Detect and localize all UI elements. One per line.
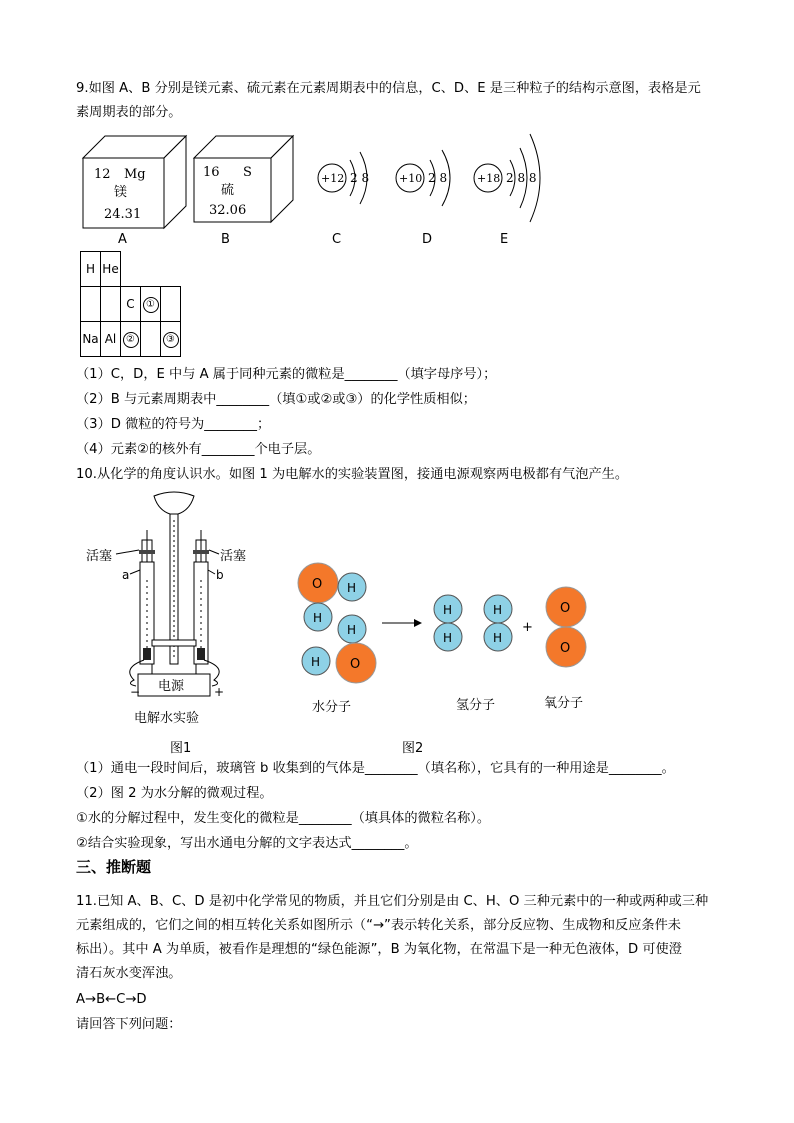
q10-intro: 10.从化学的角度认识水。如图 1 为电解水的实验装置图，接通电源观察两电极都有气泡产生。 <box>76 467 629 482</box>
fig1-caption: 图1 <box>170 741 192 756</box>
s-symbol: S <box>243 165 252 180</box>
q9-sub3: （3）D 微粒的符号为________； <box>76 417 271 432</box>
cell-marker-3 <box>161 322 181 357</box>
q11-prompt: 请回答下列问题： <box>76 1017 182 1032</box>
q11-line4: 清石灰水变浑浊。 <box>76 966 182 981</box>
q11-line3: 标出）。其中 A 为单质，被看作是理想的“绿色能源”，B 为氧化物，在常温下是一种无色液体，D 可使澄 <box>76 942 682 957</box>
q9-intro-line1: 9.如图 A、B 分别是镁元素、硫元素在元素周期表中的信息，C、D、E 是三种粒子的结构示意图，表格是元 <box>76 81 701 96</box>
cell-na: Na <box>81 322 101 357</box>
water-molecule-label: 水分子 <box>312 700 352 715</box>
svg-text:H: H <box>311 655 321 669</box>
left-valve-label: 活塞 <box>86 549 113 564</box>
mg-symbol: Mg <box>124 167 146 182</box>
q10-sub1: （1）通电一段时间后，玻璃管 b 收集到的气体是________（填名称），它具有的一种用途是________。 <box>76 761 675 776</box>
caption-a: A <box>118 232 127 247</box>
atom-c-nucleus: +12 <box>321 172 345 185</box>
experiment-title: 电解水实验 <box>134 711 200 726</box>
atom-e-shells: 2 8 8 <box>506 171 537 185</box>
svg-text:H: H <box>347 581 357 595</box>
oxygen-molecule-label: 氧分子 <box>544 696 584 711</box>
q11-relation: A→B←C→D <box>76 992 147 1007</box>
q9-sub2: （2）B 与元素周期表中________（填①或②或③）的化学性质相似； <box>76 392 476 407</box>
q9-intro-line2: 素周期表的部分。 <box>76 105 182 120</box>
marker-2: ② <box>123 332 139 348</box>
atom-diagram-c <box>312 138 384 218</box>
q10-sub3: ①水的分解过程中，发生变化的微粒是________（填具体的微粒名称）。 <box>76 811 491 826</box>
minus-sign: − <box>130 685 141 699</box>
cell-h: H <box>81 252 101 287</box>
mg-mass: 24.31 <box>104 207 142 222</box>
svg-text:H: H <box>443 631 453 645</box>
q11-line2: 元素组成的，它们之间的相互转化关系如图所示（“→”表示转化关系，部分反应物、生成物和反应条件未 <box>76 918 681 933</box>
caption-b: B <box>221 232 230 247</box>
power-label: 电源 <box>158 679 185 694</box>
cell-c: C <box>121 287 141 322</box>
svg-text:O: O <box>312 577 323 592</box>
atom-d-shells: 2 8 <box>428 171 448 185</box>
reaction-arrow <box>414 619 422 627</box>
tube-b-label: b <box>216 568 224 582</box>
svg-text:O: O <box>350 657 361 672</box>
caption-d: D <box>422 232 433 247</box>
marker-3: ③ <box>163 332 179 348</box>
cell-he: He <box>101 252 121 287</box>
caption-e: E <box>500 232 509 247</box>
cell-al: Al <box>101 322 121 357</box>
electrolysis-apparatus <box>82 490 282 730</box>
atom-e-nucleus: +18 <box>477 172 501 185</box>
svg-text:H: H <box>347 623 357 637</box>
mg-name: 镁 <box>114 185 128 200</box>
svg-text:O: O <box>560 601 571 616</box>
right-valve-label: 活塞 <box>220 549 247 564</box>
svg-text:H: H <box>443 603 453 617</box>
cell-marker-2 <box>121 322 141 357</box>
atom-d-nucleus: +10 <box>399 172 423 185</box>
q10-sub2: （2）图 2 为水分解的微观过程。 <box>76 786 273 801</box>
fig2-caption: 图2 <box>402 741 424 756</box>
q11-line1: 11.已知 A、B、C、D 是初中化学常见的物质，并且它们分别是由 C、H、O 三种元素中的一种或两种或三种 <box>76 894 709 909</box>
cell-marker-1 <box>141 287 161 322</box>
svg-text:H: H <box>313 611 323 625</box>
atom-c-shells: 2 8 <box>350 171 370 185</box>
hydrogen-molecule-label: 氢分子 <box>456 698 496 713</box>
periodic-table-fragment <box>80 251 181 357</box>
q10-sub4: ②结合实验现象，写出水通电分解的文字表达式________。 <box>76 836 418 851</box>
s-mass: 32.06 <box>209 203 247 218</box>
atom-diagram-d <box>390 138 470 218</box>
plus-sign: + <box>522 620 533 635</box>
element-cube-mg <box>80 130 190 230</box>
svg-text:H: H <box>493 603 503 617</box>
caption-c: C <box>332 232 342 247</box>
element-cube-s <box>191 130 301 230</box>
marker-1: ① <box>143 297 159 313</box>
tube-a-label: a <box>122 568 130 582</box>
water-decomposition-diagram <box>290 555 600 725</box>
section-heading: 三、推断题 <box>76 858 152 876</box>
mg-atomic-number: 12 <box>94 167 111 182</box>
q9-sub1: （1）C，D，E 中与 A 属于同种元素的微粒是________（填字母序号）； <box>76 367 497 382</box>
s-name: 硫 <box>221 183 235 198</box>
plus-sign: + <box>214 685 225 699</box>
atom-diagram-e <box>470 126 560 230</box>
svg-text:H: H <box>493 631 503 645</box>
s-atomic-number: 16 <box>203 165 220 180</box>
q9-sub4: （4）元素②的核外有________个电子层。 <box>76 442 321 457</box>
svg-text:O: O <box>560 641 571 656</box>
